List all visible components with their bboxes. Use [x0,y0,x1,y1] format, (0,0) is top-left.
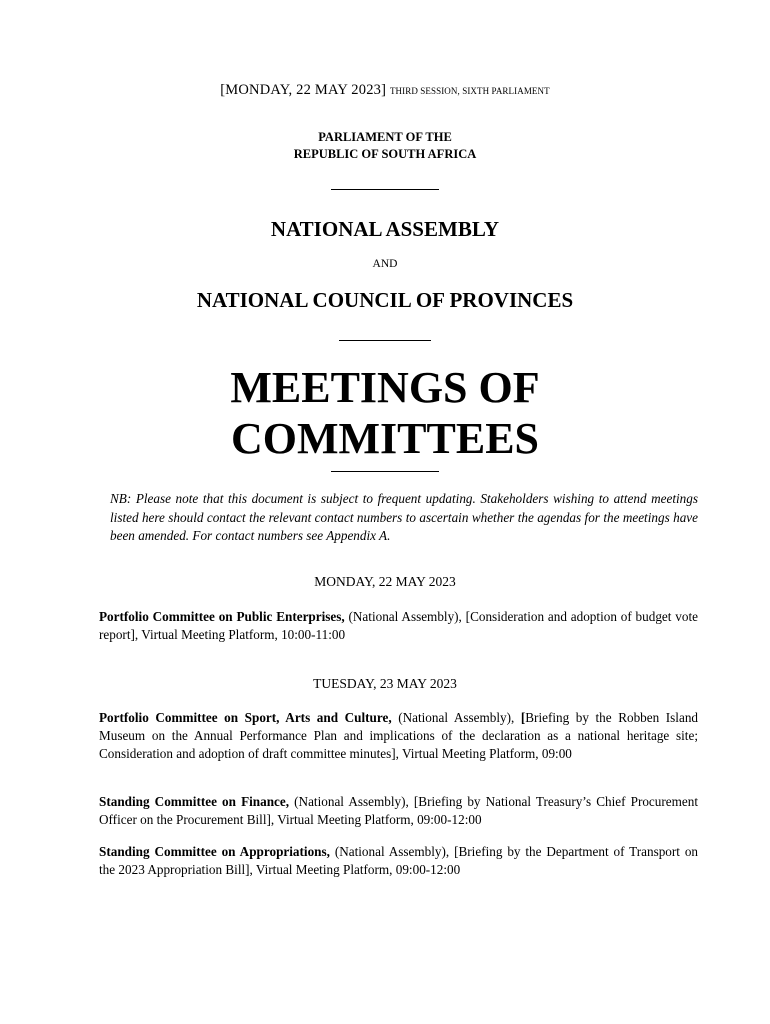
meeting-details: (National Assembly), [Briefing by National Treasury’s Chief Procurement Officer on the Procurement Bill], Virtual Meeting Platform, 09:00-12:00 [99,794,698,827]
committee-name: Portfolio Committee on Sport, Arts and Culture, [99,710,392,725]
main-title-line-1: MEETINGS OF [230,363,540,412]
parliament-line-1: PARLIAMENT OF THE [318,130,452,144]
meeting-details-prefix: (National Assembly), [391,710,521,725]
day-heading: TUESDAY, 23 MAY 2023 [313,676,457,691]
notice-paragraph: NB: Please note that this document is subject to frequent updating. Stakeholders wishing to attend meetings listed here should contact the relevant contact numbers to ascertain whether the agendas for the meetings have been amended. For contact numbers see Appendix A. [110,491,698,543]
divider [331,189,439,190]
main-title [0,362,770,464]
header-line [0,82,770,99]
divider [339,340,431,341]
committee-name: Standing Committee on Appropriations, [99,844,330,859]
parliament-heading [0,129,770,163]
divider [331,471,439,472]
bold-bracket: [ [520,710,526,725]
committee-name: Standing Committee on Finance, [99,794,290,809]
ncop-title: NATIONAL COUNCIL OF PROVINCES [196,288,574,312]
committee-name: Portfolio Committee on Public Enterprises, [99,609,345,624]
day-heading: MONDAY, 22 MAY 2023 [314,574,456,589]
meeting-entry [99,793,698,829]
meeting-details: (National Assembly), [Consideration and adoption of budget vote report], Virtual Meeting Platform, 10:00-11:00 [99,609,698,642]
national-assembly-title: NATIONAL ASSEMBLY [270,217,500,241]
meeting-entry [99,709,698,763]
meeting-details: Briefing by the Robben Island Museum on the Annual Performance Plan and implications of the declaration as a national heritage site; Consideration and adoption of draft committee minutes], Virtual Meeting Platform, 09:00 [99,710,699,761]
meeting-details: (National Assembly), [Briefing by the Department of Transport on the 2023 Appropriation Bill], Virtual Meeting Platform, 09:00-12:00 [99,844,699,877]
header-date: [MONDAY, 22 MAY 2023] [220,82,387,98]
header-session: THIRD SESSION, SIXTH PARLIAMENT [389,86,550,96]
parliament-line-2: REPUBLIC OF SOUTH AFRICA [293,147,477,161]
meeting-entry [99,608,698,644]
main-title-line-2: COMMITTEES [230,414,540,463]
meeting-entry [99,843,698,879]
and-label: AND [372,258,398,270]
